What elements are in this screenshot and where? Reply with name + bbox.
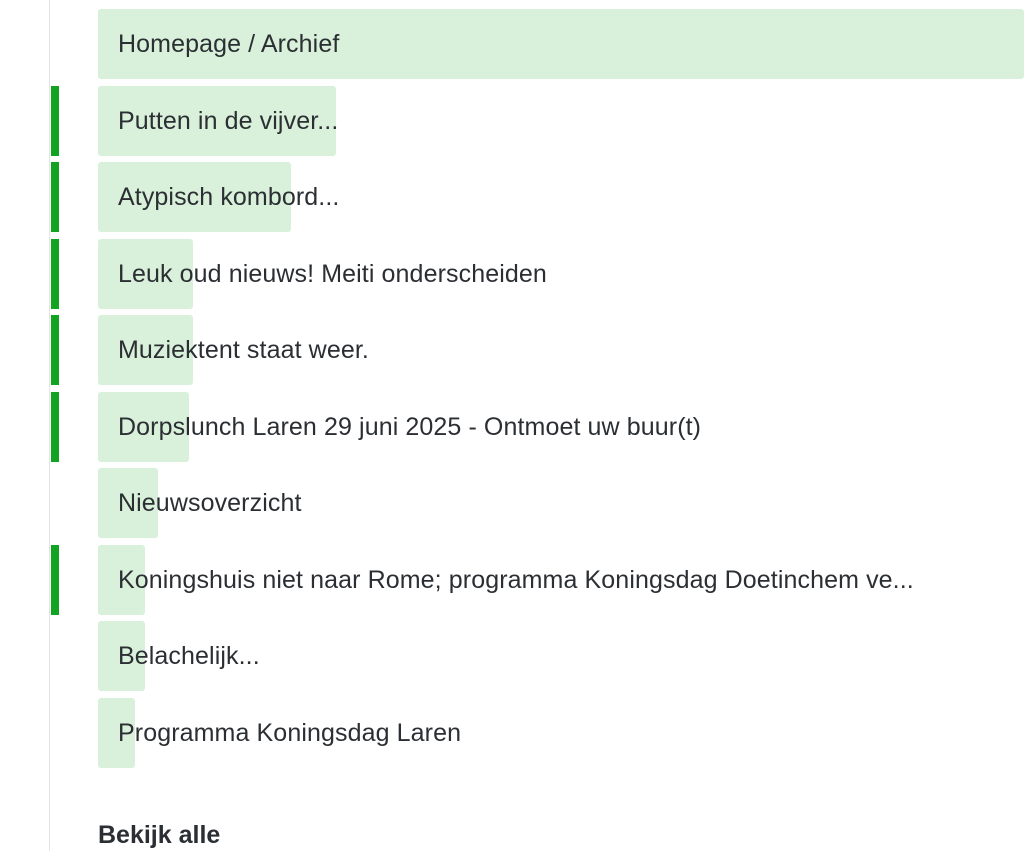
list-item-label: Programma Koningsdag Laren bbox=[118, 719, 462, 747]
list-item[interactable] bbox=[0, 468, 1024, 538]
list-item[interactable] bbox=[0, 545, 1024, 615]
list-item[interactable] bbox=[0, 239, 1024, 309]
list-item-label: Dorpslunch Laren 29 juni 2025 - Ontmoet uw buur(t) bbox=[118, 413, 702, 441]
list-item-label: Muziektent staat weer. bbox=[118, 336, 369, 364]
list-item[interactable] bbox=[0, 621, 1024, 691]
list-item-label: Homepage / Archief bbox=[118, 30, 340, 58]
list-item-label: Belachelijk... bbox=[118, 642, 260, 670]
list-item[interactable] bbox=[0, 86, 1024, 156]
list-item-label: Koningshuis niet naar Rome; programma Koningsdag Doetinchem ve... bbox=[118, 566, 914, 594]
list-item[interactable] bbox=[0, 315, 1024, 385]
active-indicator bbox=[51, 86, 59, 156]
list-item[interactable] bbox=[0, 698, 1024, 768]
list-item-label: Atypisch kombord... bbox=[118, 183, 340, 211]
list-item[interactable] bbox=[0, 162, 1024, 232]
active-indicator bbox=[51, 545, 59, 615]
active-indicator bbox=[51, 392, 59, 462]
list-item-label: Putten in de vijver... bbox=[118, 107, 339, 135]
list-item[interactable] bbox=[0, 392, 1024, 462]
list-item[interactable] bbox=[0, 9, 1024, 79]
active-indicator bbox=[51, 315, 59, 385]
active-indicator bbox=[51, 239, 59, 309]
list-item-label: Nieuwsoverzicht bbox=[118, 489, 302, 517]
see-all-link[interactable]: Bekijk alle bbox=[98, 821, 221, 849]
list-item-label: Leuk oud nieuws! Meiti onderscheiden bbox=[118, 260, 547, 288]
active-indicator bbox=[51, 162, 59, 232]
